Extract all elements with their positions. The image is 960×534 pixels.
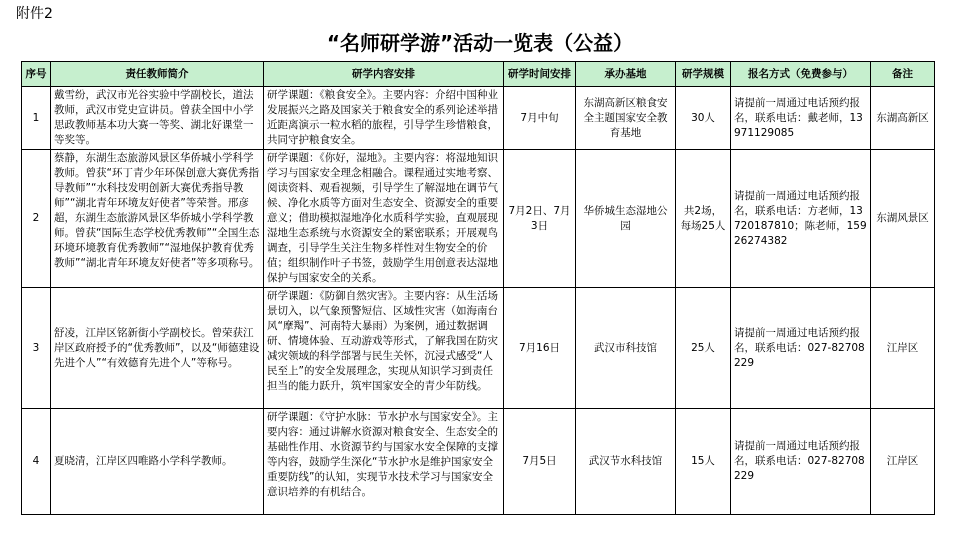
cell-note: 东湖风景区	[871, 150, 935, 288]
cell-time: 7月中旬	[504, 87, 576, 150]
cell-note: 江岸区	[871, 409, 935, 515]
cell-scale: 30人	[676, 87, 731, 150]
header-no: 序号	[22, 62, 51, 87]
cell-time: 7月16日	[504, 288, 576, 409]
table-row	[22, 87, 935, 150]
cell-signup: 请提前一周通过电话预约报名，联系电话：方老师，13720187810；陈老师，15926274382	[731, 150, 871, 288]
cell-scale: 共2场，每场25人	[676, 150, 731, 288]
table-row	[22, 288, 935, 409]
cell-content: 研学课题：《守护水脉：节水护水与国家安全》。主要内容：通过讲解水资源对粮食安全、生态安全的基础性作用、水资源节约与国家水安全保障的支撑等内容，鼓励学生深化“节水护水是维护国家安全重要防线”的认知，实现节水技术学习与国家安全意识培养的有机结合。	[264, 409, 504, 515]
table-row	[22, 150, 935, 288]
cell-signup: 请提前一周通过电话预约报名，联系电话：戴老师，13971129085	[731, 87, 871, 150]
cell-base: 武汉市科技馆	[576, 288, 676, 409]
page-title: “名师研学游”活动一览表（公益）	[326, 31, 634, 55]
header-scale: 研学规模	[676, 62, 731, 87]
table-row	[22, 409, 935, 515]
cell-no: 3	[22, 288, 51, 409]
cell-no: 2	[22, 150, 51, 288]
header-content: 研学内容安排	[264, 62, 504, 87]
activity-table	[21, 61, 935, 515]
header-base: 承办基地	[576, 62, 676, 87]
header-teacher: 责任教师简介	[51, 62, 264, 87]
cell-teacher: 夏晓清，江岸区四唯路小学科学教师。	[51, 409, 264, 515]
cell-no: 4	[22, 409, 51, 515]
cell-note: 东湖高新区	[871, 87, 935, 150]
attachment-label: 附件2	[16, 6, 53, 22]
cell-base: 武汉节水科技馆	[576, 409, 676, 515]
cell-base: 华侨城生态湿地公园	[576, 150, 676, 288]
cell-content: 研学课题：《防御自然灾害》。主要内容：从生活场景切入，以气象预警短信、区域性灾害（如海南台风“摩羯”、河南特大暴雨）为案例，通过数据调研、情境体验、互动游戏等形式，了解我国在防灾减灾领域的科学部署与民生关怀，沉浸式感受“人民至上”的安全发展理念，实现从知识学习到责任担当的能力跃升，筑牢国家安全的青少年防线。	[264, 288, 504, 409]
table-header-row	[22, 62, 935, 87]
cell-base: 东湖高新区粮食安全主题国家安全教育基地	[576, 87, 676, 150]
cell-time: 7月2日、7月3日	[504, 150, 576, 288]
cell-scale: 25人	[676, 288, 731, 409]
cell-scale: 15人	[676, 409, 731, 515]
cell-content: 研学课题：《粮食安全》。主要内容：介绍中国种业发展振兴之路及国家关于粮食安全的系列论述举措近距离演示一粒水稻的旅程，引导学生珍惜粮食，共同守护粮食安全。	[264, 87, 504, 150]
cell-note: 江岸区	[871, 288, 935, 409]
cell-teacher: 戴雪纷，武汉市光谷实验中学副校长，道法教师，武汉市党史宣讲员。曾获全国中小学思政教师基本功大赛一等奖、湖北好课堂一等奖等。	[51, 87, 264, 150]
cell-signup: 请提前一周通过电话预约报名，联系电话：027-82708229	[731, 288, 871, 409]
cell-teacher: 蔡静，东湖生态旅游风景区华侨城小学科学教师。曾获“环丁青少年环保创意大赛优秀指导教师”“水科技发明创新大赛优秀指导教师”“湖北青年环境友好使者”等荣誉。邢彦超，东湖生态旅游风景区华侨城小学科学教师。曾获“国际生态学校优秀教师”“全国生态环境环境教育优秀教师”“湿地保护教育优秀教师”“湖北青年环境友好使者”等多项称号。	[51, 150, 264, 288]
cell-signup: 请提前一周通过电话预约报名，联系电话：027-82708229	[731, 409, 871, 515]
header-note: 备注	[871, 62, 935, 87]
header-signup: 报名方式（免费参与）	[731, 62, 871, 87]
cell-teacher: 舒凌，江岸区铭新街小学副校长。曾荣获江岸区政府授予的“优秀教师”，以及“师德建设先进个人”“有效德育先进个人”等称号。	[51, 288, 264, 409]
header-time: 研学时间安排	[504, 62, 576, 87]
cell-time: 7月5日	[504, 409, 576, 515]
cell-no: 1	[22, 87, 51, 150]
cell-content: 研学课题：《你好，湿地》。主要内容：将湿地知识学习与国家安全理念相融合。课程通过实地考察、阅读资料、观看视频，引导学生了解湿地在调节气候、净化水质等方面对生态安全、资源安全的重要意义；借助模拟湿地净化水质科学实验，直观展现湿地生态系统与水资源安全的紧密联系；开展观鸟调查，引导学生关注生物多样性对生物安全的价值；组织制作叶子书签，鼓励学生用创意表达湿地保护与国家安全的关系。	[264, 150, 504, 288]
